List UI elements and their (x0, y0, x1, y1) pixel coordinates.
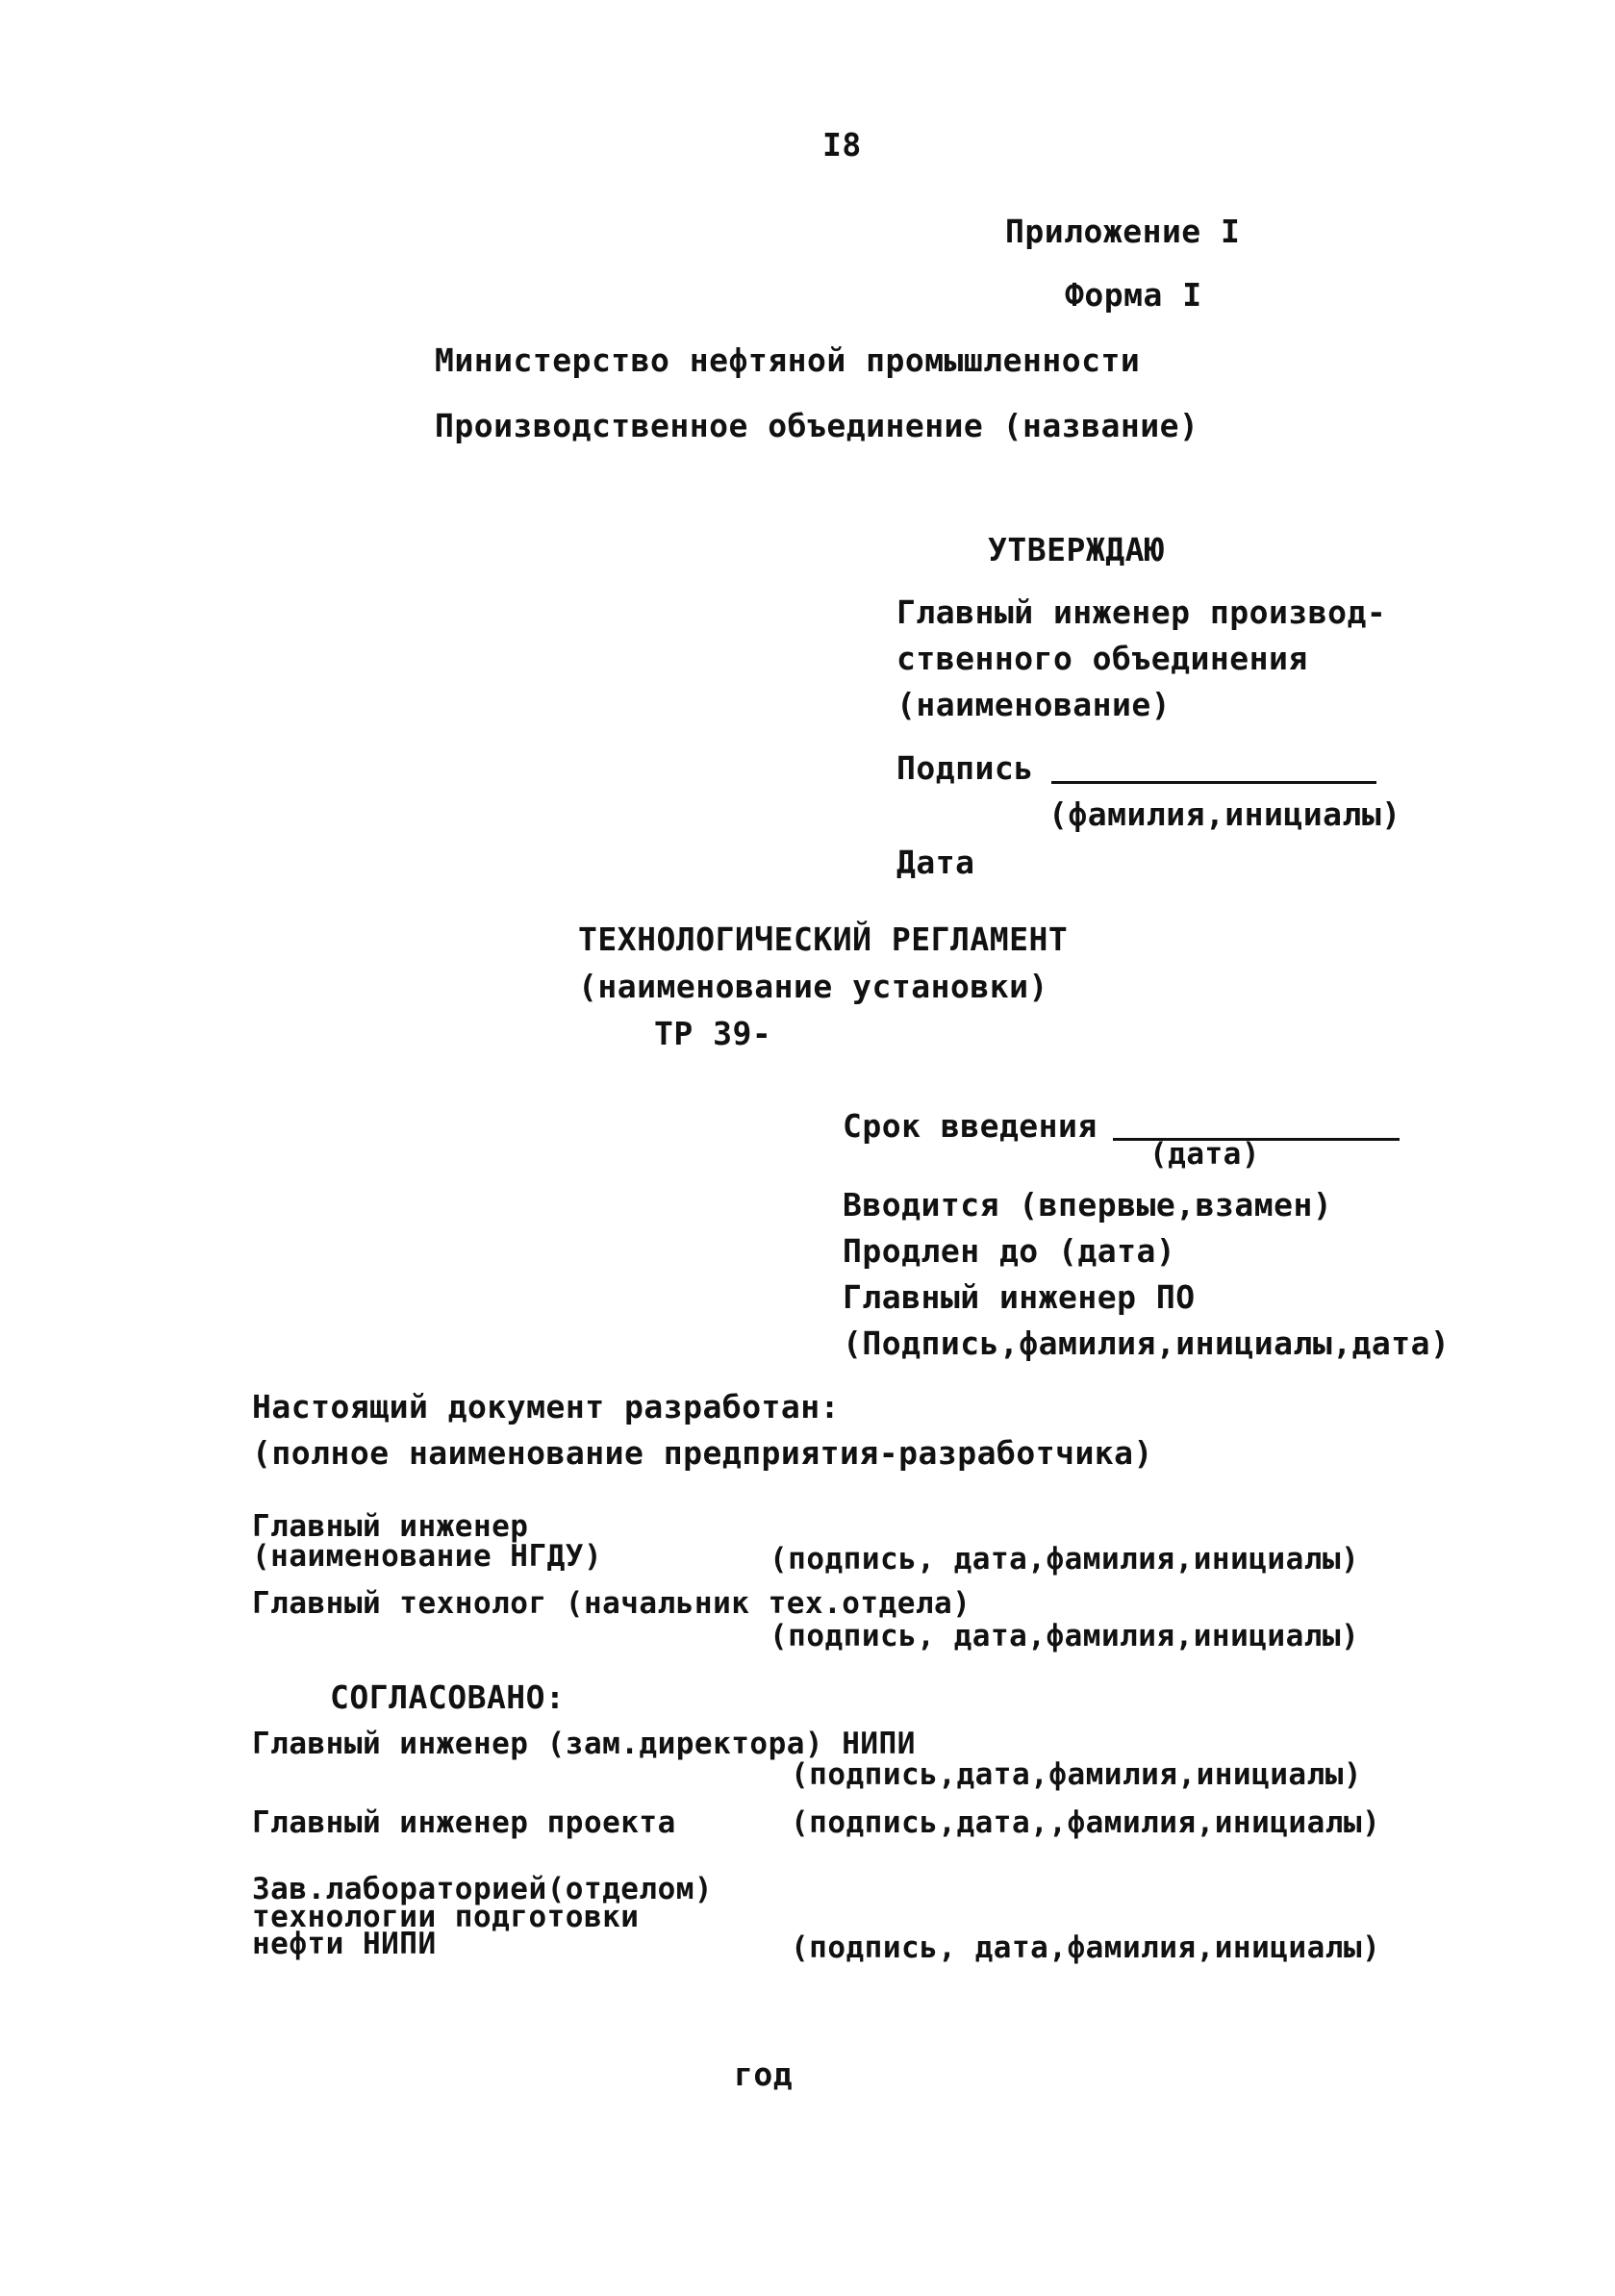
approval-heading: УТВЕРЖДАЮ (988, 531, 1165, 568)
ministry-name: Министерство нефтяной промышленности (435, 341, 1141, 379)
approval-line-3: (наименование) (896, 686, 1172, 723)
date-label: Дата (896, 844, 975, 881)
lab-head-line-2: технологии подготовки (252, 1900, 640, 1934)
form-label: Форма I (1065, 276, 1202, 314)
chief-engineer-po: Главный инженер ПО (843, 1278, 1196, 1316)
po-signature-hint: (Подпись,фамилия,инициалы,дата) (843, 1325, 1451, 1362)
ngdu-name: (наименование НГДУ) (252, 1539, 603, 1574)
extended-line: Продлен до (дата) (843, 1232, 1176, 1270)
installation-name: (наименование установки) (578, 968, 1048, 1005)
ngdu-engineer-signature: (подпись, дата,фамилия,инициалы) (770, 1542, 1360, 1577)
regulation-code: ТР 39- (654, 1015, 772, 1052)
project-engineer: Главный инженер проекта (252, 1805, 676, 1840)
lab-head-signature: (подпись, дата,фамилия,инициалы) (791, 1930, 1381, 1965)
lab-head-line-1: Зав.лабораторией(отделом) (252, 1872, 714, 1906)
chief-technologist: Главный технолог (начальник тех.отдела) (252, 1586, 972, 1621)
page-number: I8 (822, 126, 862, 164)
signature-hint: (фамилия,инициалы) (1048, 795, 1401, 833)
niipi-engineer-signature: (подпись,дата,фамилия,инициалы) (791, 1757, 1363, 1792)
agreed-heading: СОГЛАСОВАНО: (330, 1678, 566, 1716)
developed-heading: Настоящий документ разработан: (252, 1388, 841, 1426)
niipi-engineer: Главный инженер (зам.директора) НИПИ (252, 1727, 916, 1761)
appendix-label: Приложение I (1005, 213, 1241, 250)
association-name: Производственное объединение (название) (435, 407, 1199, 444)
developer-name: (полное наименование предприятия-разработчика) (252, 1434, 1153, 1472)
approval-line-2: ственного объединения (896, 640, 1308, 677)
start-date-hint: (дата) (1149, 1137, 1260, 1172)
approval-line-1: Главный инженер производ- (896, 593, 1387, 631)
chief-technologist-signature: (подпись, дата,фамилия,инициалы) (770, 1619, 1360, 1653)
year-label: год (734, 2056, 794, 2093)
signature-label: Подпись (896, 749, 1034, 787)
introduced-line: Вводится (впервые,взамен) (843, 1186, 1333, 1224)
project-engineer-signature: (подпись,дата,,фамилия,инициалы) (791, 1805, 1381, 1840)
start-date-label: Срок введения (843, 1107, 1098, 1145)
signature-line (1051, 781, 1376, 784)
regulation-title: ТЕХНОЛОГИЧЕСКИЙ РЕГЛАМЕНТ (578, 921, 1069, 958)
lab-head-line-3: нефти НИПИ (252, 1927, 437, 1961)
ngdu-engineer-title: Главный инженер (252, 1509, 529, 1544)
